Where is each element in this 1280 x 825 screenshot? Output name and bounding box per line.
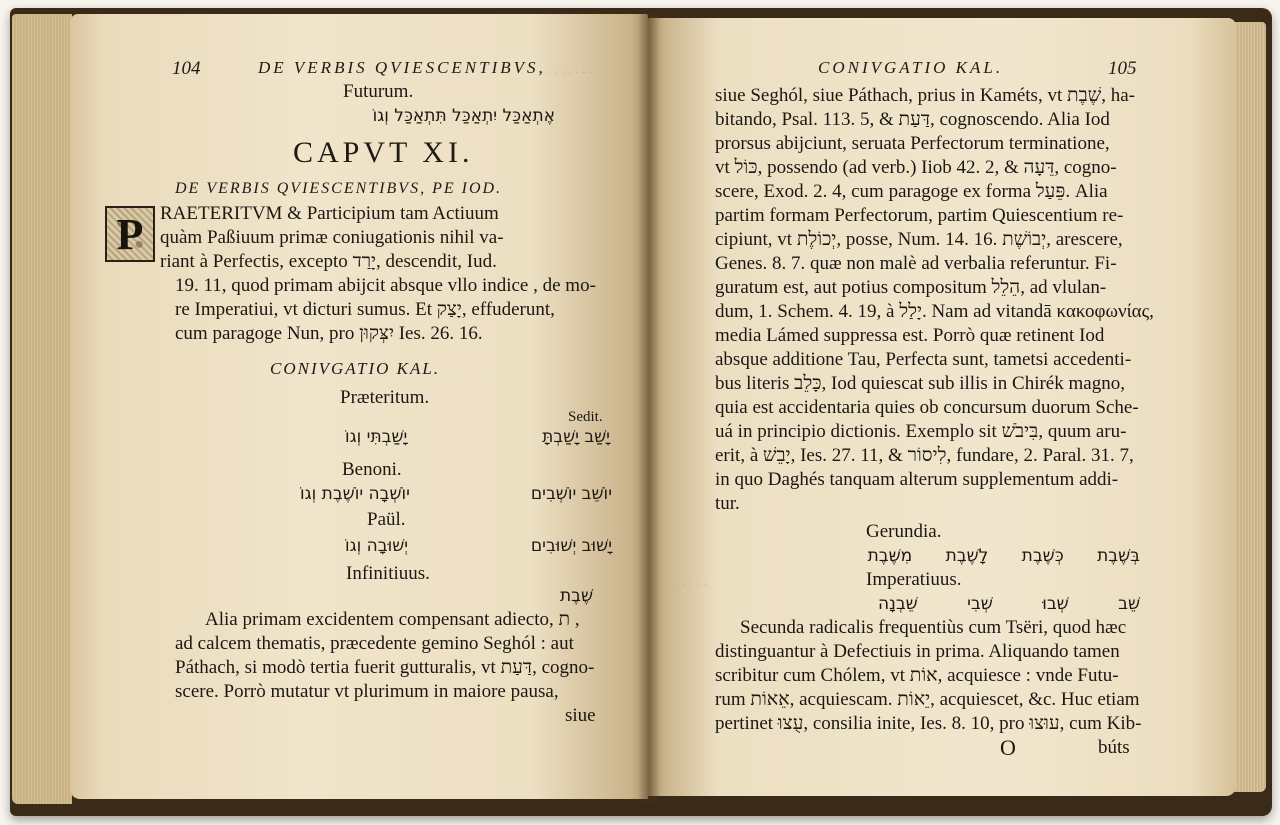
right-para1-line9: guratum est, aut potius compositum הֵלֵל, ad vlulan- — [715, 277, 1107, 298]
right-running-head: CONIVGATIO KAL. — [818, 58, 1004, 77]
futurum-hebrew: אֶתְאַכַּל יִתְאַכַּל תִּתְאַכַּל וְגוֹ — [372, 106, 555, 126]
left-para1-line3: riant à Perfectis, excepto יָרַד, descendit, Iud. — [160, 251, 497, 272]
right-para1-line11: media Lámed suppressa est. Porrò quæ retinent Iod — [715, 325, 1105, 346]
left-para1-line5: re Imperatiui, vt dicturi sumus. Et יָצַק, effuderunt, — [175, 299, 555, 320]
conjugation-title: CONIVGATIO KAL. — [270, 359, 441, 378]
paul-left: יְשׁוּבָה וְגוֹ — [345, 536, 409, 556]
imperatiuus-hebrew: שֵׁב שְׁבוּ שְׁבִי שֵׁבְנָה — [877, 594, 1140, 614]
left-para2-line4: scere. Porrò mutatur vt plurimum in maiore pausa, — [175, 681, 559, 702]
left-para1-line4: 19. 11, quod primam abijcit absque vllo indice , de mo- — [175, 275, 596, 296]
left-para1-line1: RAETERITVM & Participium tam Actiuum — [160, 203, 499, 224]
right-para2-line1: Secunda radicalis frequentiùs cum Tsëri, quod hæc — [740, 617, 1127, 638]
left-para2-line1: Alia primam excidentem compensant adiecto, ת , — [205, 609, 580, 630]
right-para1-line15: uá in principio dictionis. Exemplo sit בִּיבֹשׁ, quum aru- — [715, 421, 1127, 442]
right-para1-line6: partim formam Perfectorum, partim Quiescentium re- — [715, 205, 1124, 226]
right-para1-line18: tur. — [715, 493, 740, 514]
chapter-subtitle: DE VERBIS QVIESCENTIBVS, PE IOD. — [175, 180, 503, 197]
left-page: · · · · · · · · — [70, 14, 648, 799]
page-edges-right — [1232, 22, 1266, 792]
right-para1-line12: absque additione Tau, Perfecta sunt, tametsi accedenti- — [715, 349, 1132, 370]
paul-label: Paül. — [367, 509, 406, 530]
left-para2-line2: ad calcem thematis, præcedente gemino Seghól : aut — [175, 633, 574, 654]
futurum-label: Futurum. — [343, 81, 414, 102]
paul-right: יָשׁוּב יְשׁוּבִים — [530, 536, 612, 556]
benoni-left: יוֹשְׁבָה יוֹשֶׁבֶת וְגוֹ — [300, 484, 410, 504]
left-page-number: 104 — [172, 58, 201, 79]
right-para1-line5: scere, Exod. 2. 4, cum paragoge ex forma פֵּעַל. Alia — [715, 181, 1108, 202]
right-page: · · · · · · — [648, 18, 1236, 796]
left-para1-line2: quàm Paßiuum primæ coniugationis nihil va- — [160, 227, 504, 248]
right-para1-line4: vt כּוֹל, possendo (ad verb.) Iiob 42. 2, & דֵּעָה, cogno- — [715, 157, 1117, 178]
right-para2-line4: rum אֵאוֹת, acquiescam. יֵאוֹת, acquiescet, &c. Huc etiam — [715, 689, 1140, 710]
benoni-row — [300, 482, 612, 506]
left-running-head: DE VERBIS QVIESCENTIBVS, — [258, 58, 546, 77]
sedit-label: Sedit. — [568, 409, 603, 425]
gutter-shadow — [638, 14, 660, 804]
praeteritum-right: יָשַׁב יָשַׁבְתָּ — [542, 427, 610, 447]
infinitiuus-hebrew: שֶׁבֶת — [560, 586, 594, 606]
right-para1-line13: bus literis כָּלֵב, Iod quiescat sub illis in Chirék magno, — [715, 373, 1125, 394]
right-para2-line3: scribitur cum Chólem, vt אוֹת, acquiesce : vnde Futu- — [715, 665, 1119, 686]
benoni-label: Benoni. — [342, 459, 402, 480]
right-para1-line16: erit, à יָבֵשׁ, Ies. 27. 11, & לִיסוֹר, fundare, 2. Paral. 31. 7, — [715, 445, 1134, 466]
right-para2-line5: pertinet עֻצוּ, consilia inite, Ies. 8. 10, pro עוּצוּ, cum Kib- — [715, 713, 1142, 734]
praeteritum-label: Præteritum. — [340, 387, 430, 408]
gerundia-label: Gerundia. — [866, 521, 942, 542]
right-para1-line2: bitando, Psal. 113. 5, & דַּעַת, cognoscendo. Alia Iod — [715, 109, 1110, 130]
left-catchword: siue — [565, 705, 596, 726]
praeteritum-left: יָשַׁבְתִּי וְגוֹ — [345, 427, 408, 447]
praeteritum-row — [345, 425, 610, 449]
chapter-title: CAPVT XI. — [293, 136, 474, 169]
page-edges-left — [12, 14, 72, 804]
gerundia-hebrew: בְּשֶׁבֶת כְּשֶׁבֶת לָשֶׁבֶת מִשֶּׁבֶת — [867, 546, 1140, 566]
right-para1-line14: quia est accidentaria quies ob concursum duorum Sche- — [715, 397, 1139, 418]
right-para1-line10: dum, 1. Schem. 4. 19, à יָלַל. Nam ad vitandā κακοφωνίας, — [715, 301, 1154, 322]
infinitiuus-label: Infinitiuus. — [346, 563, 430, 584]
drop-cap-initial: P — [105, 206, 155, 262]
signature-mark: O — [1000, 735, 1016, 760]
right-para1-line7: cipiunt, vt יְכוֹלֶת, posse, Num. 14. 16. יְבוֹשֶׁת, arescere, — [715, 229, 1123, 250]
right-para1-line17: in quo Daghés tanquam alterum supplementum addi- — [715, 469, 1119, 490]
right-page-number: 105 — [1108, 58, 1137, 79]
right-para1-line3: prorsus abijciunt, seruata Perfectorum terminatione, — [715, 133, 1110, 154]
right-para1-line1: siue Seghól, siue Páthach, prius in Kaméts, vt שֶׁבֶת, ha- — [715, 85, 1135, 106]
imperatiuus-label: Imperatiuus. — [866, 569, 962, 590]
benoni-right: יוֹשֵׁב יוֹשְׁבִים — [530, 484, 612, 504]
left-para2-line3: Páthach, si modò tertia fuerit gutturalis, vt דַּעַת, cogno- — [175, 657, 595, 678]
left-para1-line6: cum paragoge Nun, pro יִצְּקוּן Ies. 26. 16. — [175, 323, 483, 344]
right-para1-line8: Genes. 8. 7. quæ non malè ad verbalia referuntur. Fi- — [715, 253, 1117, 274]
right-para2-line2: distinguantur à Defectiuis in prima. Aliquando tamen — [715, 641, 1120, 662]
paul-row — [345, 534, 612, 558]
right-catchword: búts — [1098, 737, 1130, 758]
